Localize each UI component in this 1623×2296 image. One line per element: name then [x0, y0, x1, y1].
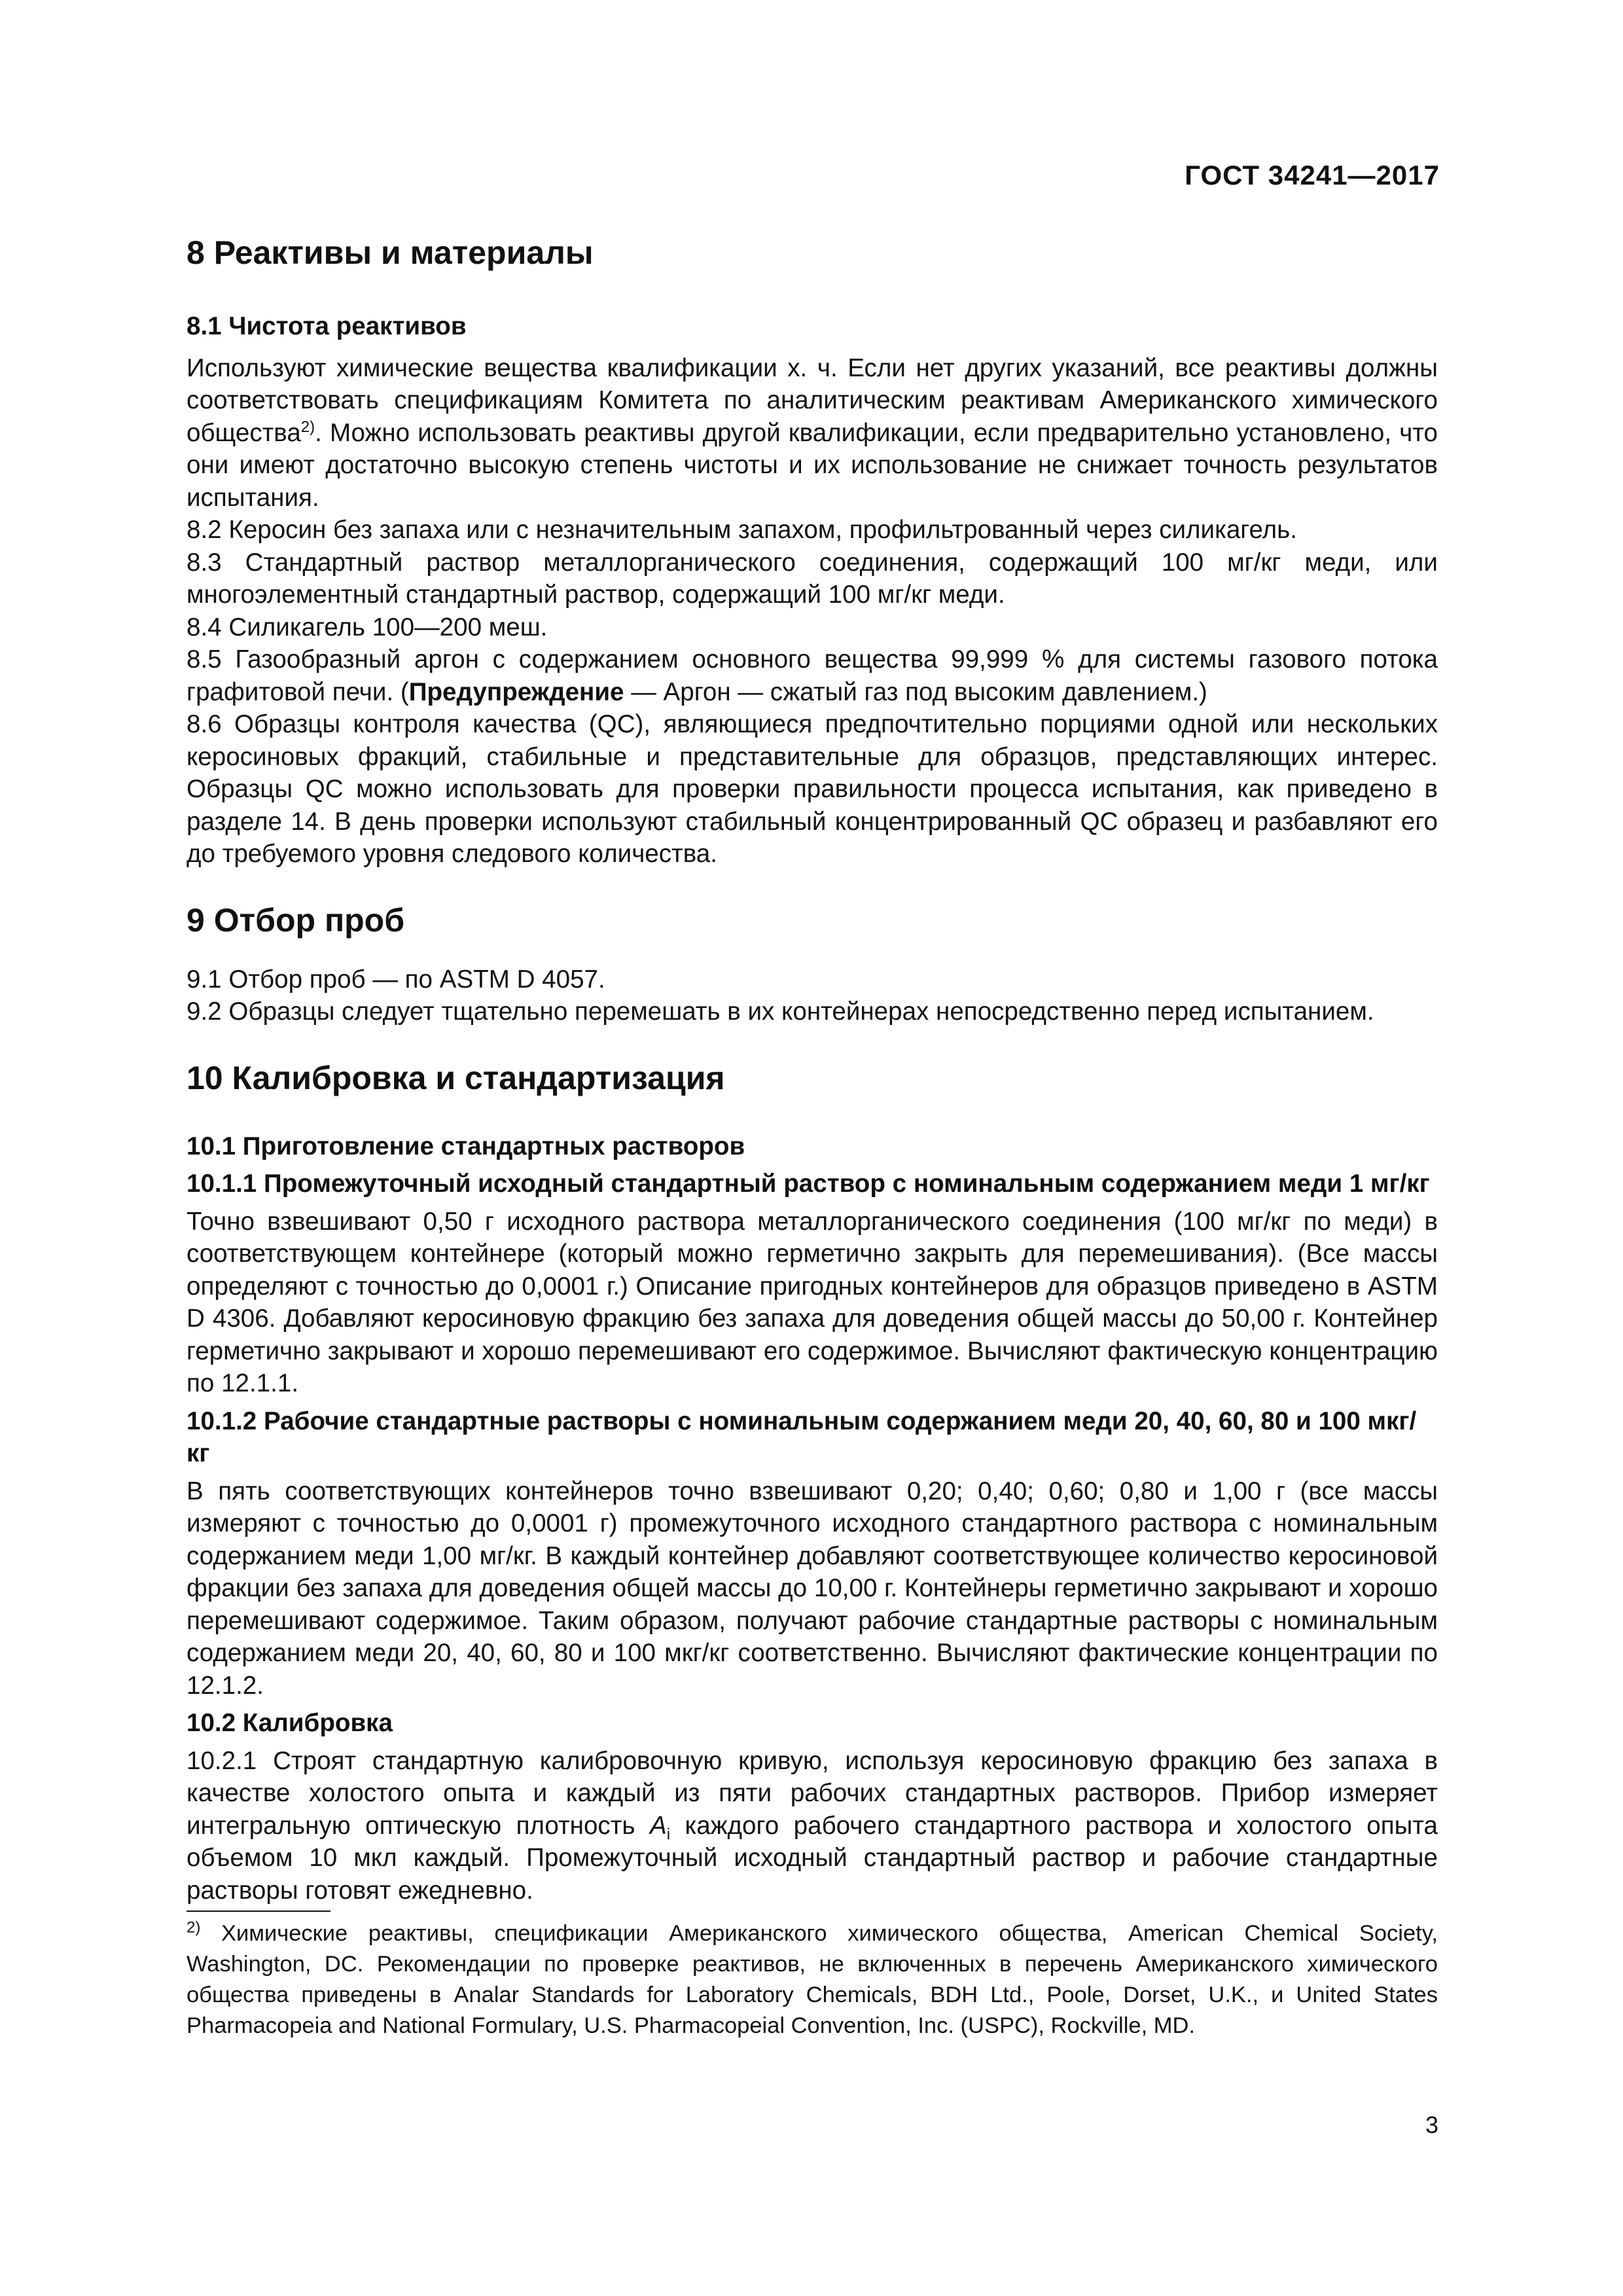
- section-8-heading: 8 Реактивы и материалы: [187, 234, 594, 271]
- paragraph-10-2-1: 10.2.1 Строят стандартную калибровочную кривую, используя керосиновую фракцию без запаха в качестве холостого опыта и каждый из пяти рабочих стандартных растворов. Прибор измеряет интегральную оптическую плотность $A_i$ каждого рабочего стандартного раствора и холостого опыта объемом 10 мкл каждый. Промежуточный исходный стандартный раствор и рабочие стандартные растворы готовят ежедневно.: [187, 1746, 1438, 1905]
- paragraph-8-5: 8.5 Газообразный аргон с содержанием основного вещества 99,999 % для системы газового потока графитовой печи. (Предупреждение — Аргон — сжатый газ под высоким давлением.): [187, 645, 1438, 706]
- paragraph-8-6: 8.6 Образцы контроля качества (QC), являющиеся предпочтительно порциями одной или нескольких керосиновых фракций, стабильные и представительные для образцов, представляющих интерес. Образцы QC можно использовать для проверки правильности процесса испытания, как приведено в разделе 14. В день проверки используют стабильный концентрированный QC образец и разбавляют его до требуемого уровня следового количества.: [187, 710, 1438, 868]
- variable-a: A: [649, 1811, 667, 1840]
- section-10-heading: 10 Калибровка и стандартизация: [187, 1059, 725, 1096]
- paragraph-8-1: Используют химические вещества квалификации х. ч. Если нет других указаний, все реактивы должны соответствовать спецификациям Комитета по аналитическим реактивам Американского химического общества$^{2)}$. Можно использовать реактивы другой квалификации, если предварительно установлено, что они имеют достаточно высокую степень чистоты и их использование не снижает точность результатов испытания.: [187, 353, 1438, 512]
- paragraph-8-4: 8.4 Силикагель 100—200 меш.: [187, 613, 548, 641]
- warning-label: Предупреждение: [408, 677, 624, 706]
- paragraph-8-2: 8.2 Керосин без запаха или с незначительным запахом, профильтрованный через силикагель.: [187, 516, 1298, 544]
- section-9-heading: 9 Отбор проб: [187, 901, 405, 939]
- paragraph-9-1: 9.1 Отбор проб — по ASTM D 4057.: [187, 965, 605, 994]
- paragraph-9-2: 9.2 Образцы следует тщательно перемешать в их контейнерах непосредственно перед испытанием.: [187, 997, 1374, 1026]
- subsection-10-2-heading: 10.2 Калибровка: [187, 1709, 393, 1737]
- subsection-10-1-heading: 10.1 Приготовление стандартных растворов: [187, 1132, 745, 1160]
- paragraph-10-1-1: Точно взвешивают 0,50 г исходного раствора металлорганического соединения (100 мг/кг по меди) в соответствующем контейнере (который можно герметично закрыть для перемешивания). (Все массы определяют с точностью до 0,0001 г.) Описание пригодных контейнеров для образцов приведено в ASTM D 4306. Добавляют керосиновую фракцию без запаха для доведения общей массы до 50,00 г. Контейнер герметично закрывают и хорошо перемешивают его содержимое. Вычисляют фактическую концентрацию по 12.1.1.: [187, 1207, 1438, 1397]
- page-content: [187, 233, 1438, 2041]
- page-number: 3: [1425, 2111, 1438, 2138]
- footnote: $^{2)}$ Химические реактивы, спецификации Американского химического общества, American Chemical Society, Washington, DC. Рекомендации по проверке реактивов, не включенных в перечень Американского химического общества приведены в Analar Standards for Laboratory Chemicals, BDH Ltd., Poole, Dorset, U.K., и United States Pharmacopeia and National Formulary, U.S. Pharmacopeial Convention, Inc. (USPC), Rockville, MD.: [187, 1918, 1438, 2038]
- paragraph-10-1-2: В пять соответствующих контейнеров точно взвешивают 0,20; 0,40; 0,60; 0,80 и 1,00 г (все массы измеряют с точностью до 0,0001 г) промежуточного исходного стандартного раствора с номинальным содержанием меди 1,00 мг/кг. В каждый контейнер добавляют соответствующее количество керосиновой фракции без запаха для доведения общей массы до 10,00 г. Контейнеры герметично закрывают и хорошо перемешивают содержимое. Таким образом, получают рабочие стандартные растворы с номинальным содержанием меди 20, 40, 60, 80 и 100 мкг/кг соответственно. Вычисляют фактические концентрации по 12.1.2.: [187, 1477, 1438, 1700]
- document-identifier: ГОСТ 34241—2017: [1185, 160, 1440, 190]
- subsection-10-1-2-heading: 10.1.2 Рабочие стандартные растворы с номинальным содержанием меди 20, 40, 60, 80 и 100 мкг/кг: [187, 1407, 1417, 1467]
- subsection-8-1-heading: 8.1 Чистота реактивов: [187, 312, 467, 340]
- footnote-mark: 2): [187, 1918, 201, 1937]
- footnote-separator: [187, 1910, 330, 1912]
- paragraph-8-3: 8.3 Стандартный раствор металлорганического соединения, содержащий 100 мг/кг меди, или многоэлементный стандартный раствор, содержащий 100 мг/кг меди.: [187, 548, 1438, 609]
- subsection-10-1-1-heading: 10.1.1 Промежуточный исходный стандартный раствор с номинальным содержанием меди 1 мг/кг: [187, 1170, 1430, 1198]
- footnote-reference[interactable]: 2): [300, 418, 315, 436]
